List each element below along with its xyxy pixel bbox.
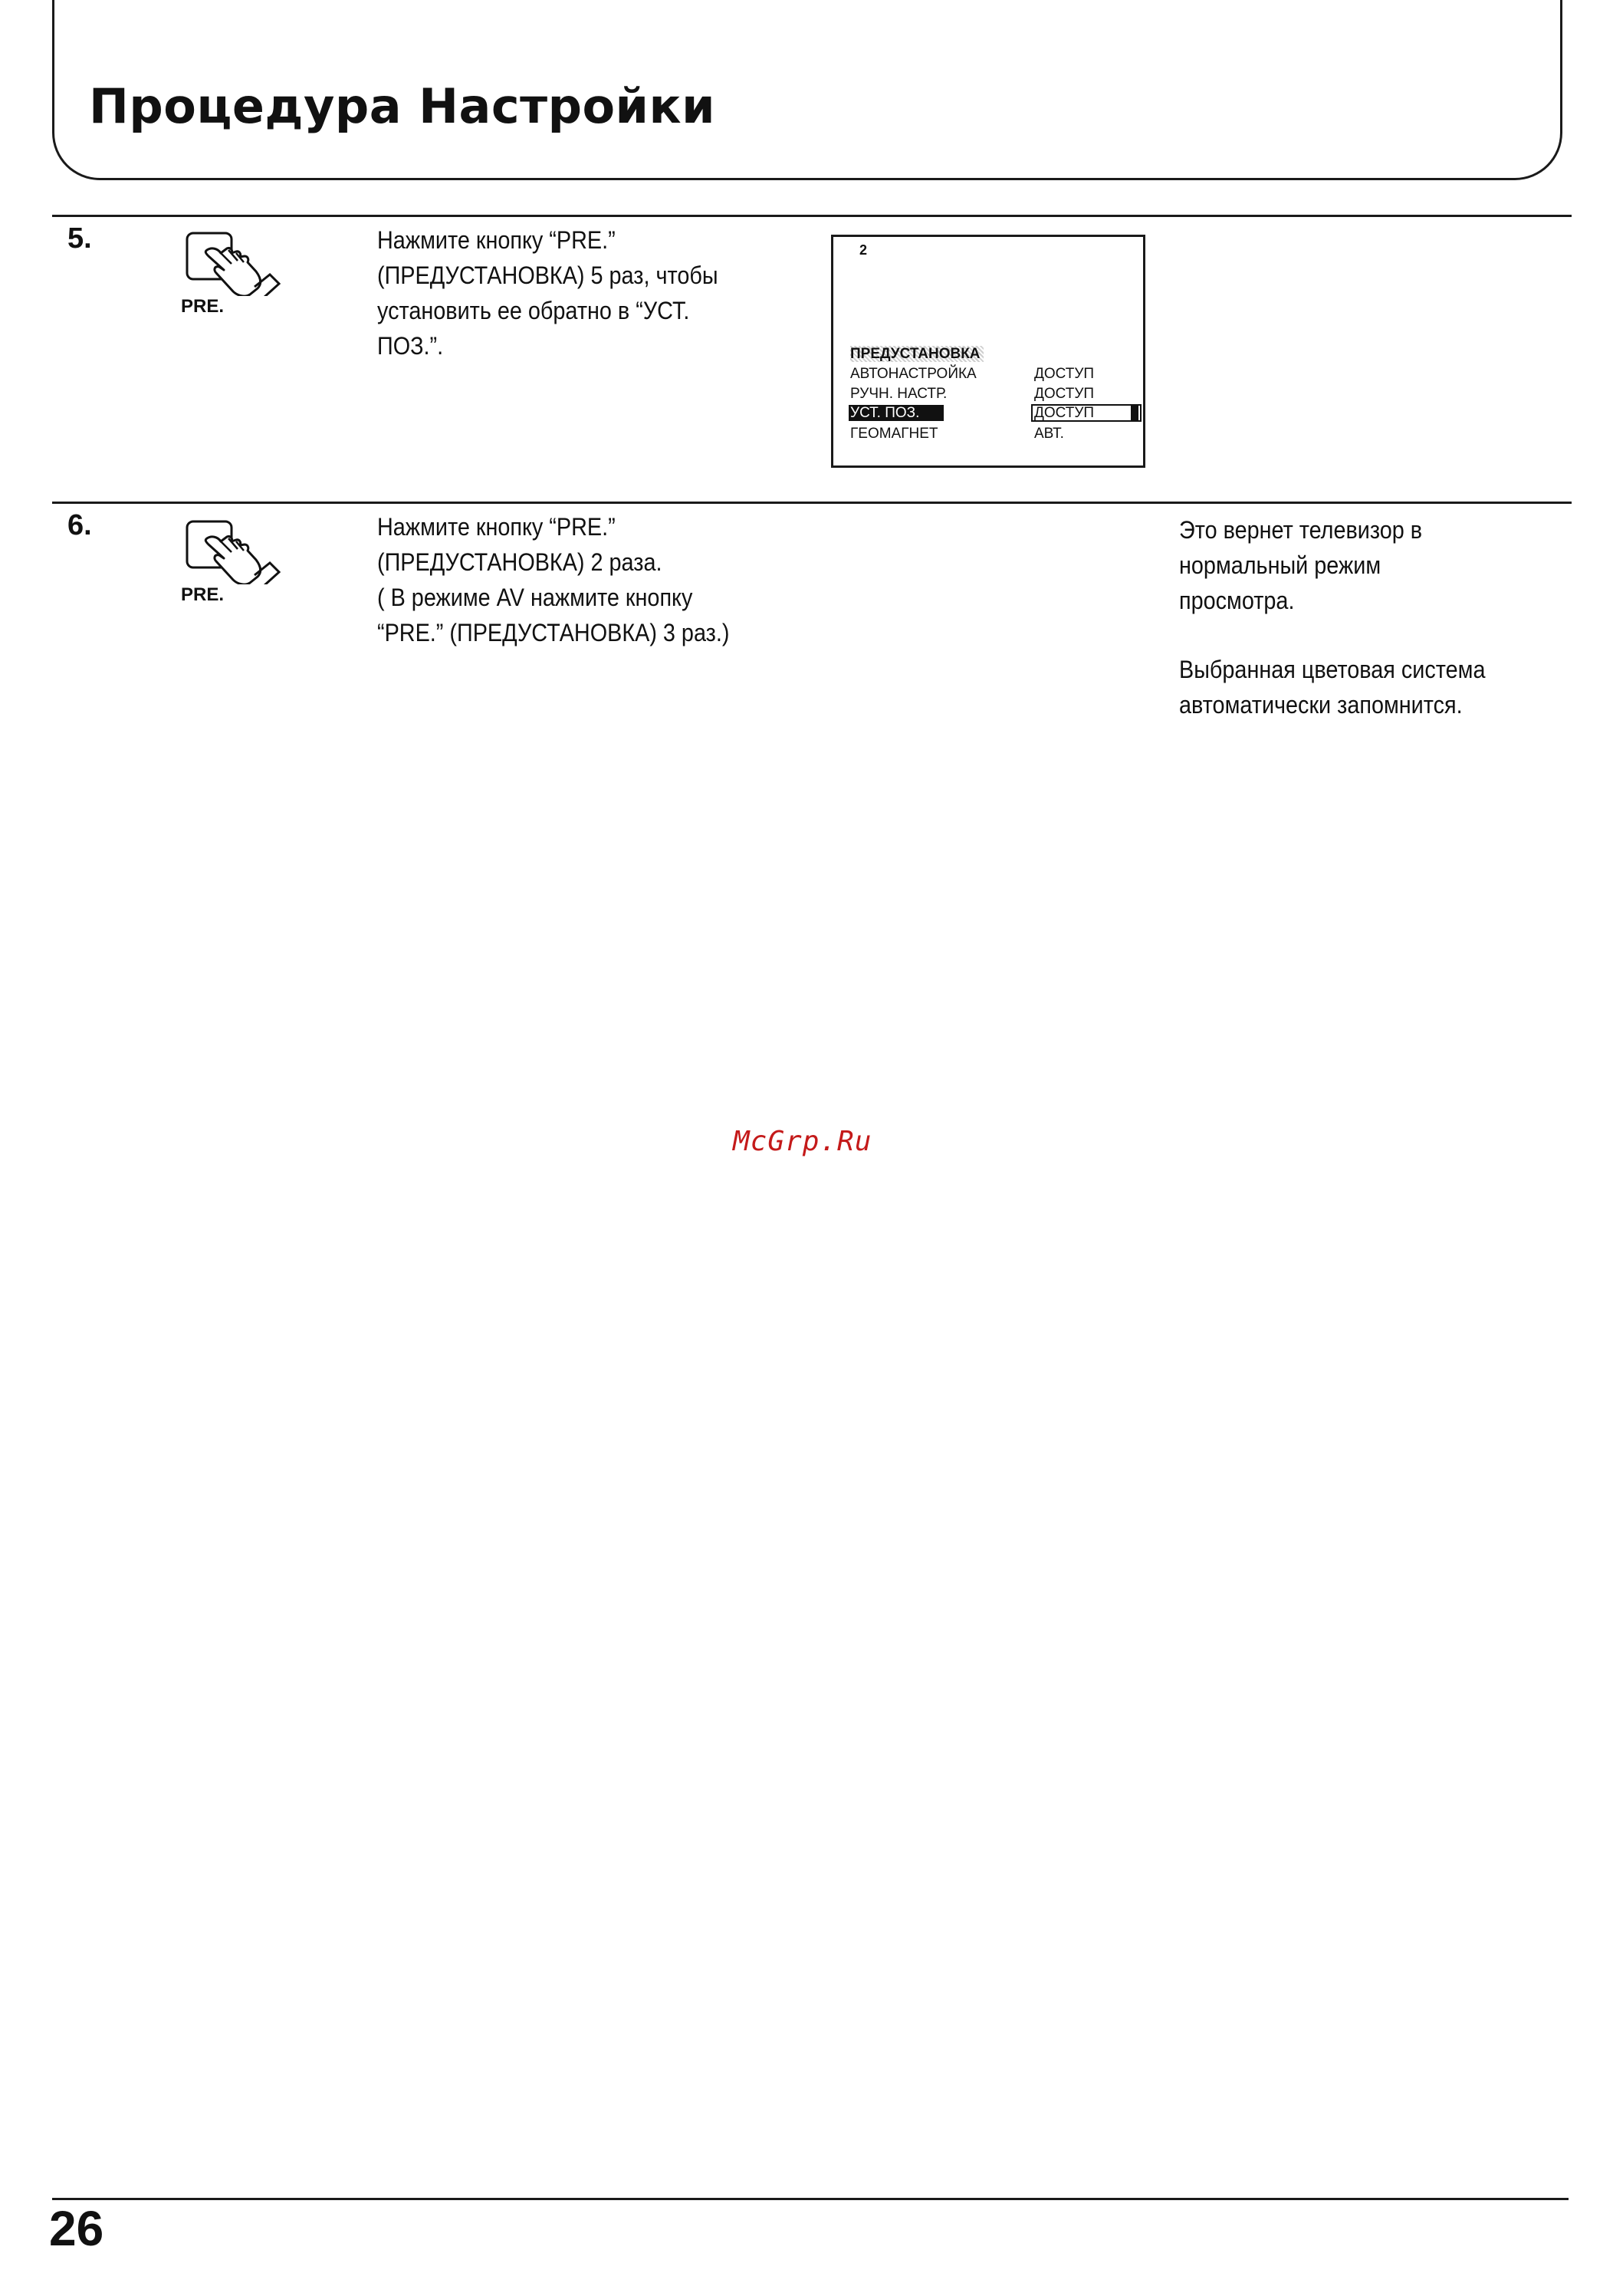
pre-button-hand-icon	[181, 227, 296, 317]
osd-row-label: ГЕОМАГНЕТ	[850, 426, 938, 442]
watermark: McGrp.Ru	[733, 1126, 872, 1157]
osd-row-label: РУЧН. НАСТР.	[850, 386, 948, 402]
pre-button-label: PRE.	[181, 584, 225, 605]
hand-pressing-button-icon	[181, 515, 296, 584]
osd-cursor	[1131, 404, 1138, 421]
osd-row-value: ДОСТУП	[1034, 386, 1095, 402]
osd-row-set-position-selected	[850, 404, 1126, 423]
step-6-number: 6.	[67, 509, 92, 541]
osd-menu-title: ПРЕДУСТАНОВКА	[850, 346, 984, 362]
step-6-instruction: Нажмите кнопку “PRE.” (ПРЕДУСТАНОВКА) 2 раза. ( В режиме AV нажмите кнопку “PRE.” (ПРЕДУСТАНОВКА) 3 раз.)	[377, 513, 730, 646]
tv-osd-preset-menu	[831, 235, 1145, 468]
hand-pressing-button-icon	[181, 227, 296, 296]
page-number: 26	[49, 2201, 104, 2256]
step-6-divider	[52, 502, 1572, 504]
pre-button-label: PRE.	[181, 296, 225, 317]
osd-row-manual-tune	[850, 384, 1126, 403]
osd-row-value: ДОСТУП	[1034, 366, 1095, 382]
osd-row-label: АВТОНАСТРОЙКА	[850, 366, 977, 382]
osd-channel-number: 2	[859, 242, 868, 258]
osd-row-label: УСТ. ПОЗ.	[849, 405, 944, 421]
osd-row-value: АВТ.	[1034, 426, 1064, 442]
page-title: Процедура Настройки	[89, 78, 716, 134]
pre-button-hand-icon	[181, 515, 296, 605]
osd-row-value: ДОСТУП	[1031, 404, 1142, 422]
osd-row-autotune	[850, 364, 1126, 383]
osd-row-geomagnet	[850, 424, 1126, 442]
step-5-instruction: Нажмите кнопку “PRE.” (ПРЕДУСТАНОВКА) 5 раз, чтобы установить ее обратно в “УСТ. ПОЗ.”.	[377, 226, 718, 360]
note-return-to-normal: Это вернет телевизор в нормальный режим просмотра.	[1179, 516, 1423, 614]
footer-divider	[52, 2198, 1569, 2200]
step-5-divider	[52, 215, 1572, 217]
step-5-number: 5.	[67, 222, 92, 255]
note-color-system-saved: Выбранная цветовая система автоматически запомнится.	[1179, 656, 1486, 719]
